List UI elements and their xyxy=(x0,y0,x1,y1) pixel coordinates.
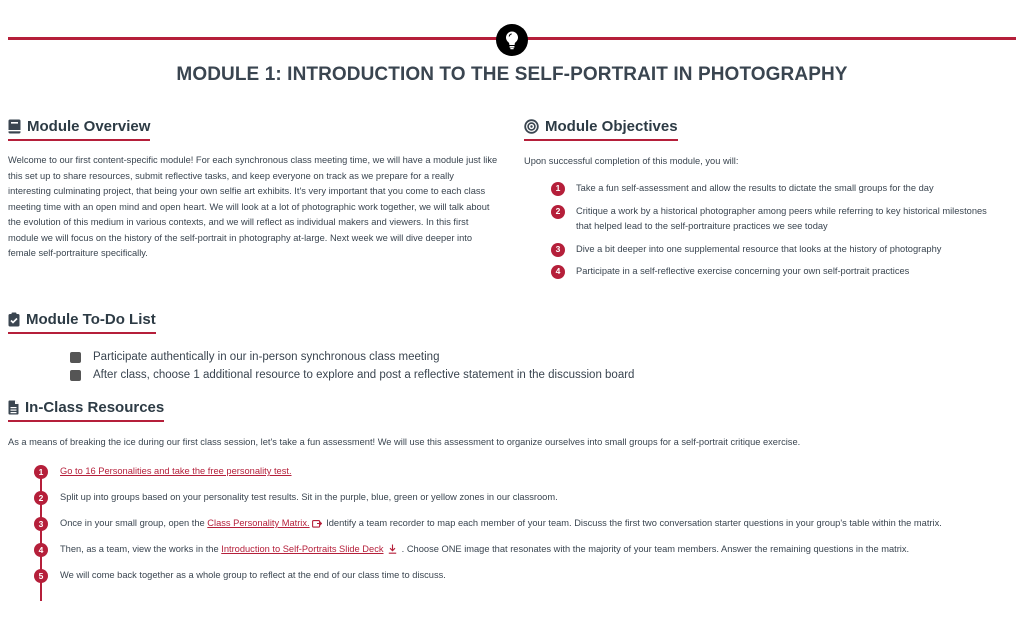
number-badge: 4 xyxy=(34,543,48,557)
step-text: Identify a team recorder to map each member of your team. Discuss the first two conversation starter questions in your group's table within the matrix. xyxy=(323,518,942,528)
objectives-list xyxy=(551,181,1001,287)
todo-text: Participate authentically in our in-person synchronous class meeting xyxy=(93,351,440,363)
overview-heading-label: Module Overview xyxy=(27,118,151,135)
step-text: Once in your small group, open the xyxy=(60,518,208,528)
todo-text: After class, choose 1 additional resource to explore and post a reflective statement in the discussion board xyxy=(93,369,635,381)
step-item xyxy=(34,541,1009,558)
objective-item xyxy=(551,204,1001,235)
step-text: We will come back together as a whole group to reflect at the end of our class time to discuss. xyxy=(60,570,446,580)
step-text: Then, as a team, view the works in the xyxy=(60,544,222,554)
overview-body: Welcome to our first content-specific module! For each synchronous class meeting time, we will have a module just like this set up to share resources, submit reflective tasks, and keep everyone on track as we prepare for a really interesting culminating project, that being your own selfie art exhibits. It's very important that you come to each class meeting time with an open mind and open heart. We will look at a lot of photographic work together, we will talk about the evolution of this medium in various contexts, and we will reflect as individual makers and viewers. In this first module we will focus on the history of the self-portrait in photography at-large. Next week we will dive deeper into female self-portraiture specifically. xyxy=(8,155,498,258)
step-item xyxy=(34,515,1009,532)
number-badge: 2 xyxy=(34,491,48,505)
step-item xyxy=(34,463,1009,480)
step-item xyxy=(34,489,1009,506)
personality-test-link[interactable]: Go to 16 Personalities and take the free personality test. xyxy=(60,466,292,476)
download-icon[interactable] xyxy=(388,544,397,554)
lightbulb-icon xyxy=(496,24,528,56)
todo-list xyxy=(70,348,634,384)
number-badge: 3 xyxy=(34,517,48,531)
objectives-intro: Upon successful completion of this module, you will: xyxy=(524,156,739,166)
objective-text: Take a fun self-assessment and allow the results to dictate the small groups for the day xyxy=(576,183,934,193)
step-text: . Choose ONE image that resonates with the majority of your team members. Answer the remaining questions in the matrix. xyxy=(399,544,910,554)
number-badge: 1 xyxy=(551,182,565,196)
todo-heading xyxy=(8,311,156,334)
objective-text: Critique a work by a historical photographer among peers while referring to key historical milestones that helped lead to the self-portraiture practices we see today xyxy=(576,205,987,231)
todo-heading-label: Module To-Do List xyxy=(26,311,156,328)
objective-text: Dive a bit deeper into one supplemental resource that looks at the history of photography xyxy=(576,243,942,254)
checkbox-icon[interactable] xyxy=(70,352,81,363)
objective-text: Participate in a self-reflective exercise concerning your own self-portrait practices xyxy=(576,266,910,276)
external-link-icon[interactable] xyxy=(312,519,322,528)
book-icon xyxy=(8,119,21,134)
target-icon xyxy=(524,119,539,134)
objectives-heading-label: Module Objectives xyxy=(545,118,678,135)
resources-intro: As a means of breaking the ice during our first class session, let's take a fun assessment! We will use this assessment to organize ourselves into small groups for a self-portrait critique exercise. xyxy=(8,437,801,447)
number-badge: 5 xyxy=(34,569,48,583)
class-personality-matrix-link[interactable]: Class Personality Matrix. xyxy=(207,518,310,528)
todo-item[interactable] xyxy=(70,348,634,366)
objective-item xyxy=(551,264,1001,280)
todo-item[interactable] xyxy=(70,366,634,384)
resources-steps xyxy=(34,463,1009,593)
step-item xyxy=(34,567,1009,584)
number-badge: 4 xyxy=(551,265,565,279)
resources-heading-label: In-Class Resources xyxy=(25,399,165,416)
resources-heading xyxy=(8,399,164,422)
checkbox-icon[interactable] xyxy=(70,370,81,381)
page-title: MODULE 1: INTRODUCTION TO THE SELF-PORTRAIT IN PHOTOGRAPHY xyxy=(176,64,848,85)
clipboard-check-icon xyxy=(8,312,20,327)
overview-heading xyxy=(8,118,150,141)
objective-item xyxy=(551,242,1001,258)
objectives-heading xyxy=(524,118,678,141)
number-badge: 2 xyxy=(551,205,565,219)
document-icon xyxy=(8,400,19,415)
number-badge: 3 xyxy=(551,243,565,257)
number-badge: 1 xyxy=(34,465,48,479)
step-text: Split up into groups based on your personality test results. Sit in the purple, blue, green or yellow zones in our classroom. xyxy=(60,492,558,502)
objective-item xyxy=(551,181,1001,197)
slide-deck-link[interactable]: Introduction to Self-Portraits Slide Deck xyxy=(221,544,384,554)
